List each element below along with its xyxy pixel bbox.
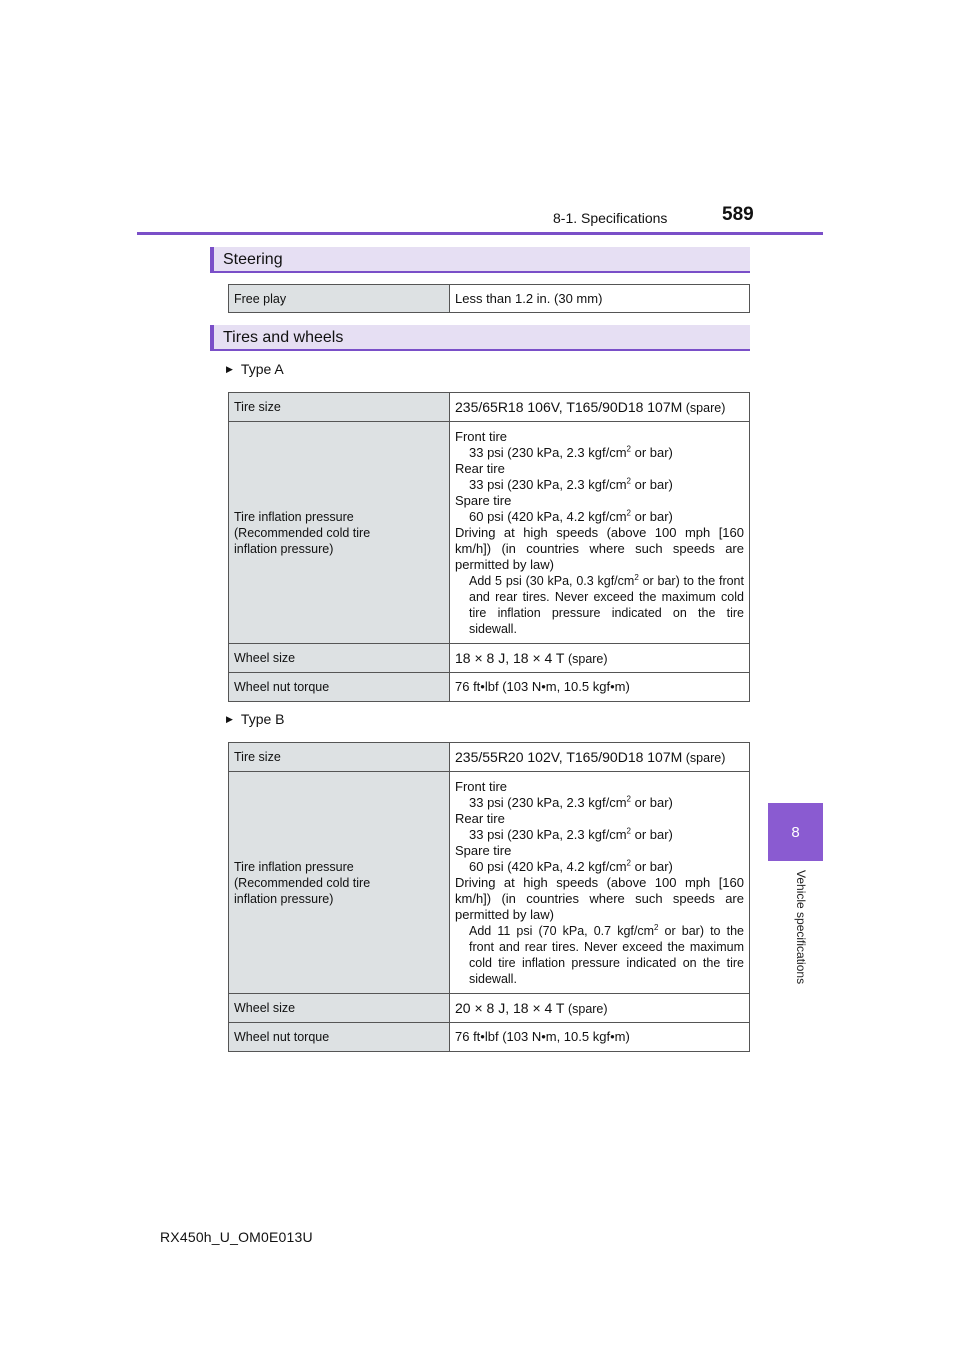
high-speed-tail: or bar) to the front and rear tires. Never exceed the maximum cold tire inflation pressure indicated on the tire sidewall. [469, 923, 744, 986]
pressure-value [450, 772, 750, 994]
wheel-size-value [450, 644, 750, 673]
rear-tire-text: 33 psi (230 kPa, 2.3 kgf/cm [469, 826, 627, 842]
table-row [229, 1023, 750, 1052]
wheel-size-text: 18 × 8 J, 18 × 4 T [455, 649, 565, 666]
table-row [229, 743, 750, 772]
tire-size-label: Tire size [229, 393, 450, 422]
rear-tire-value [455, 827, 744, 843]
steering-table [228, 284, 750, 313]
superscript: 2 [626, 476, 631, 486]
pressure-label [229, 772, 450, 994]
table-row [229, 673, 750, 702]
type-a-text: Type A [240, 361, 284, 377]
wheel-size-value [450, 994, 750, 1023]
high-speed-add: Add 5 psi (30 kPa, 0.3 kgf/cm [469, 573, 635, 588]
table-row [229, 994, 750, 1023]
front-tire-label: Front tire [455, 428, 508, 444]
wheel-nut-torque-value: 76 ft•lbf (103 N•m, 10.5 kgf•m) [450, 673, 750, 702]
running-header-section: 8-1. Specifications [553, 210, 668, 226]
type-a-label [226, 361, 284, 377]
free-play-label: Free play [229, 285, 450, 313]
wheel-size-suffix: (spare) [564, 1001, 608, 1016]
superscript: 2 [626, 826, 631, 836]
unit-tail: or bar) [630, 476, 673, 492]
wheel-nut-torque-label: Wheel nut torque [229, 673, 450, 702]
superscript: 2 [626, 508, 631, 518]
superscript: 2 [626, 858, 631, 868]
wheel-size-text: 20 × 8 J, 18 × 4 T [455, 999, 565, 1016]
tire-size-label: Tire size [229, 743, 450, 772]
chapter-side-label: Vehicle specifications [794, 870, 808, 985]
wheel-nut-torque-label: Wheel nut torque [229, 1023, 450, 1052]
superscript: 2 [634, 572, 639, 582]
tire-size-suffix: (spare) [682, 400, 726, 415]
table-row [229, 393, 750, 422]
front-tire-value [455, 795, 744, 811]
front-tire-value [455, 445, 744, 461]
type-a-table [228, 392, 750, 702]
unit-tail: or bar) [630, 508, 673, 524]
wheel-size-suffix: (spare) [564, 651, 608, 666]
superscript: 2 [626, 444, 631, 454]
wheel-size-label: Wheel size [229, 644, 450, 673]
chapter-tab [768, 803, 823, 861]
document-code-footer: RX450h_U_OM0E013U [160, 1229, 313, 1245]
superscript: 2 [654, 922, 659, 932]
type-b-label [226, 711, 285, 727]
chapter-number: 8 [791, 823, 800, 841]
spare-tire-text: 60 psi (420 kPa, 4.2 kgf/cm [469, 858, 627, 874]
spare-tire-value [455, 509, 744, 525]
wheel-size-label: Wheel size [229, 994, 450, 1023]
section-heading-steering: Steering [210, 247, 750, 273]
rear-tire-value [455, 477, 744, 493]
superscript: 2 [626, 794, 631, 804]
pressure-label-text: Tire inflation pressure (Recommended cold tire inflation pressure) [234, 859, 371, 906]
unit-tail: or bar) [630, 444, 673, 460]
type-b-table [228, 742, 750, 1052]
spare-tire-label: Spare tire [455, 842, 512, 858]
front-tire-text: 33 psi (230 kPa, 2.3 kgf/cm [469, 444, 627, 460]
tire-size-text: 235/55R20 102V, T165/90D18 107M [455, 748, 683, 765]
front-tire-label: Front tire [455, 778, 508, 794]
high-speed-label: Driving at high speeds (above 100 mph [160 km/h]) (in countries where such speeds are permitted by law) [455, 874, 744, 922]
triangle-bullet-icon: ▶ [226, 714, 233, 724]
table-row [229, 644, 750, 673]
tire-size-text: 235/65R18 106V, T165/90D18 107M [455, 398, 683, 415]
section-heading-tires: Tires and wheels [210, 325, 750, 351]
table-row [229, 285, 750, 313]
wheel-nut-torque-value: 76 ft•lbf (103 N•m, 10.5 kgf•m) [450, 1023, 750, 1052]
rear-tire-label: Rear tire [455, 460, 505, 476]
high-speed-value [455, 923, 744, 987]
spare-tire-value [455, 859, 744, 875]
pressure-label-text: Tire inflation pressure (Recommended cold tire inflation pressure) [234, 509, 371, 556]
unit-tail: or bar) [630, 858, 673, 874]
high-speed-add: Add 11 psi (70 kPa, 0.7 kgf/cm [469, 923, 655, 938]
table-row [229, 422, 750, 644]
pressure-value [450, 422, 750, 644]
rear-tire-text: 33 psi (230 kPa, 2.3 kgf/cm [469, 476, 627, 492]
spare-tire-text: 60 psi (420 kPa, 4.2 kgf/cm [469, 508, 627, 524]
table-row [229, 772, 750, 994]
type-b-text: Type B [240, 711, 285, 727]
high-speed-tail: or bar) to the front and rear tires. Never exceed the maximum cold tire inflation pressure indicated on the tire sidewall. [469, 573, 744, 636]
high-speed-label: Driving at high speeds (above 100 mph [160 km/h]) (in countries where such speeds are permitted by law) [455, 524, 744, 572]
pressure-label [229, 422, 450, 644]
header-rule [137, 232, 823, 235]
high-speed-value [455, 573, 744, 637]
rear-tire-label: Rear tire [455, 810, 505, 826]
tire-size-value [450, 393, 750, 422]
unit-tail: or bar) [630, 826, 673, 842]
tire-size-suffix: (spare) [682, 750, 726, 765]
unit-tail: or bar) [630, 794, 673, 810]
spare-tire-label: Spare tire [455, 492, 512, 508]
triangle-bullet-icon: ▶ [226, 364, 233, 374]
front-tire-text: 33 psi (230 kPa, 2.3 kgf/cm [469, 794, 627, 810]
tire-size-value [450, 743, 750, 772]
free-play-value: Less than 1.2 in. (30 mm) [450, 285, 750, 313]
page-number: 589 [722, 204, 754, 225]
